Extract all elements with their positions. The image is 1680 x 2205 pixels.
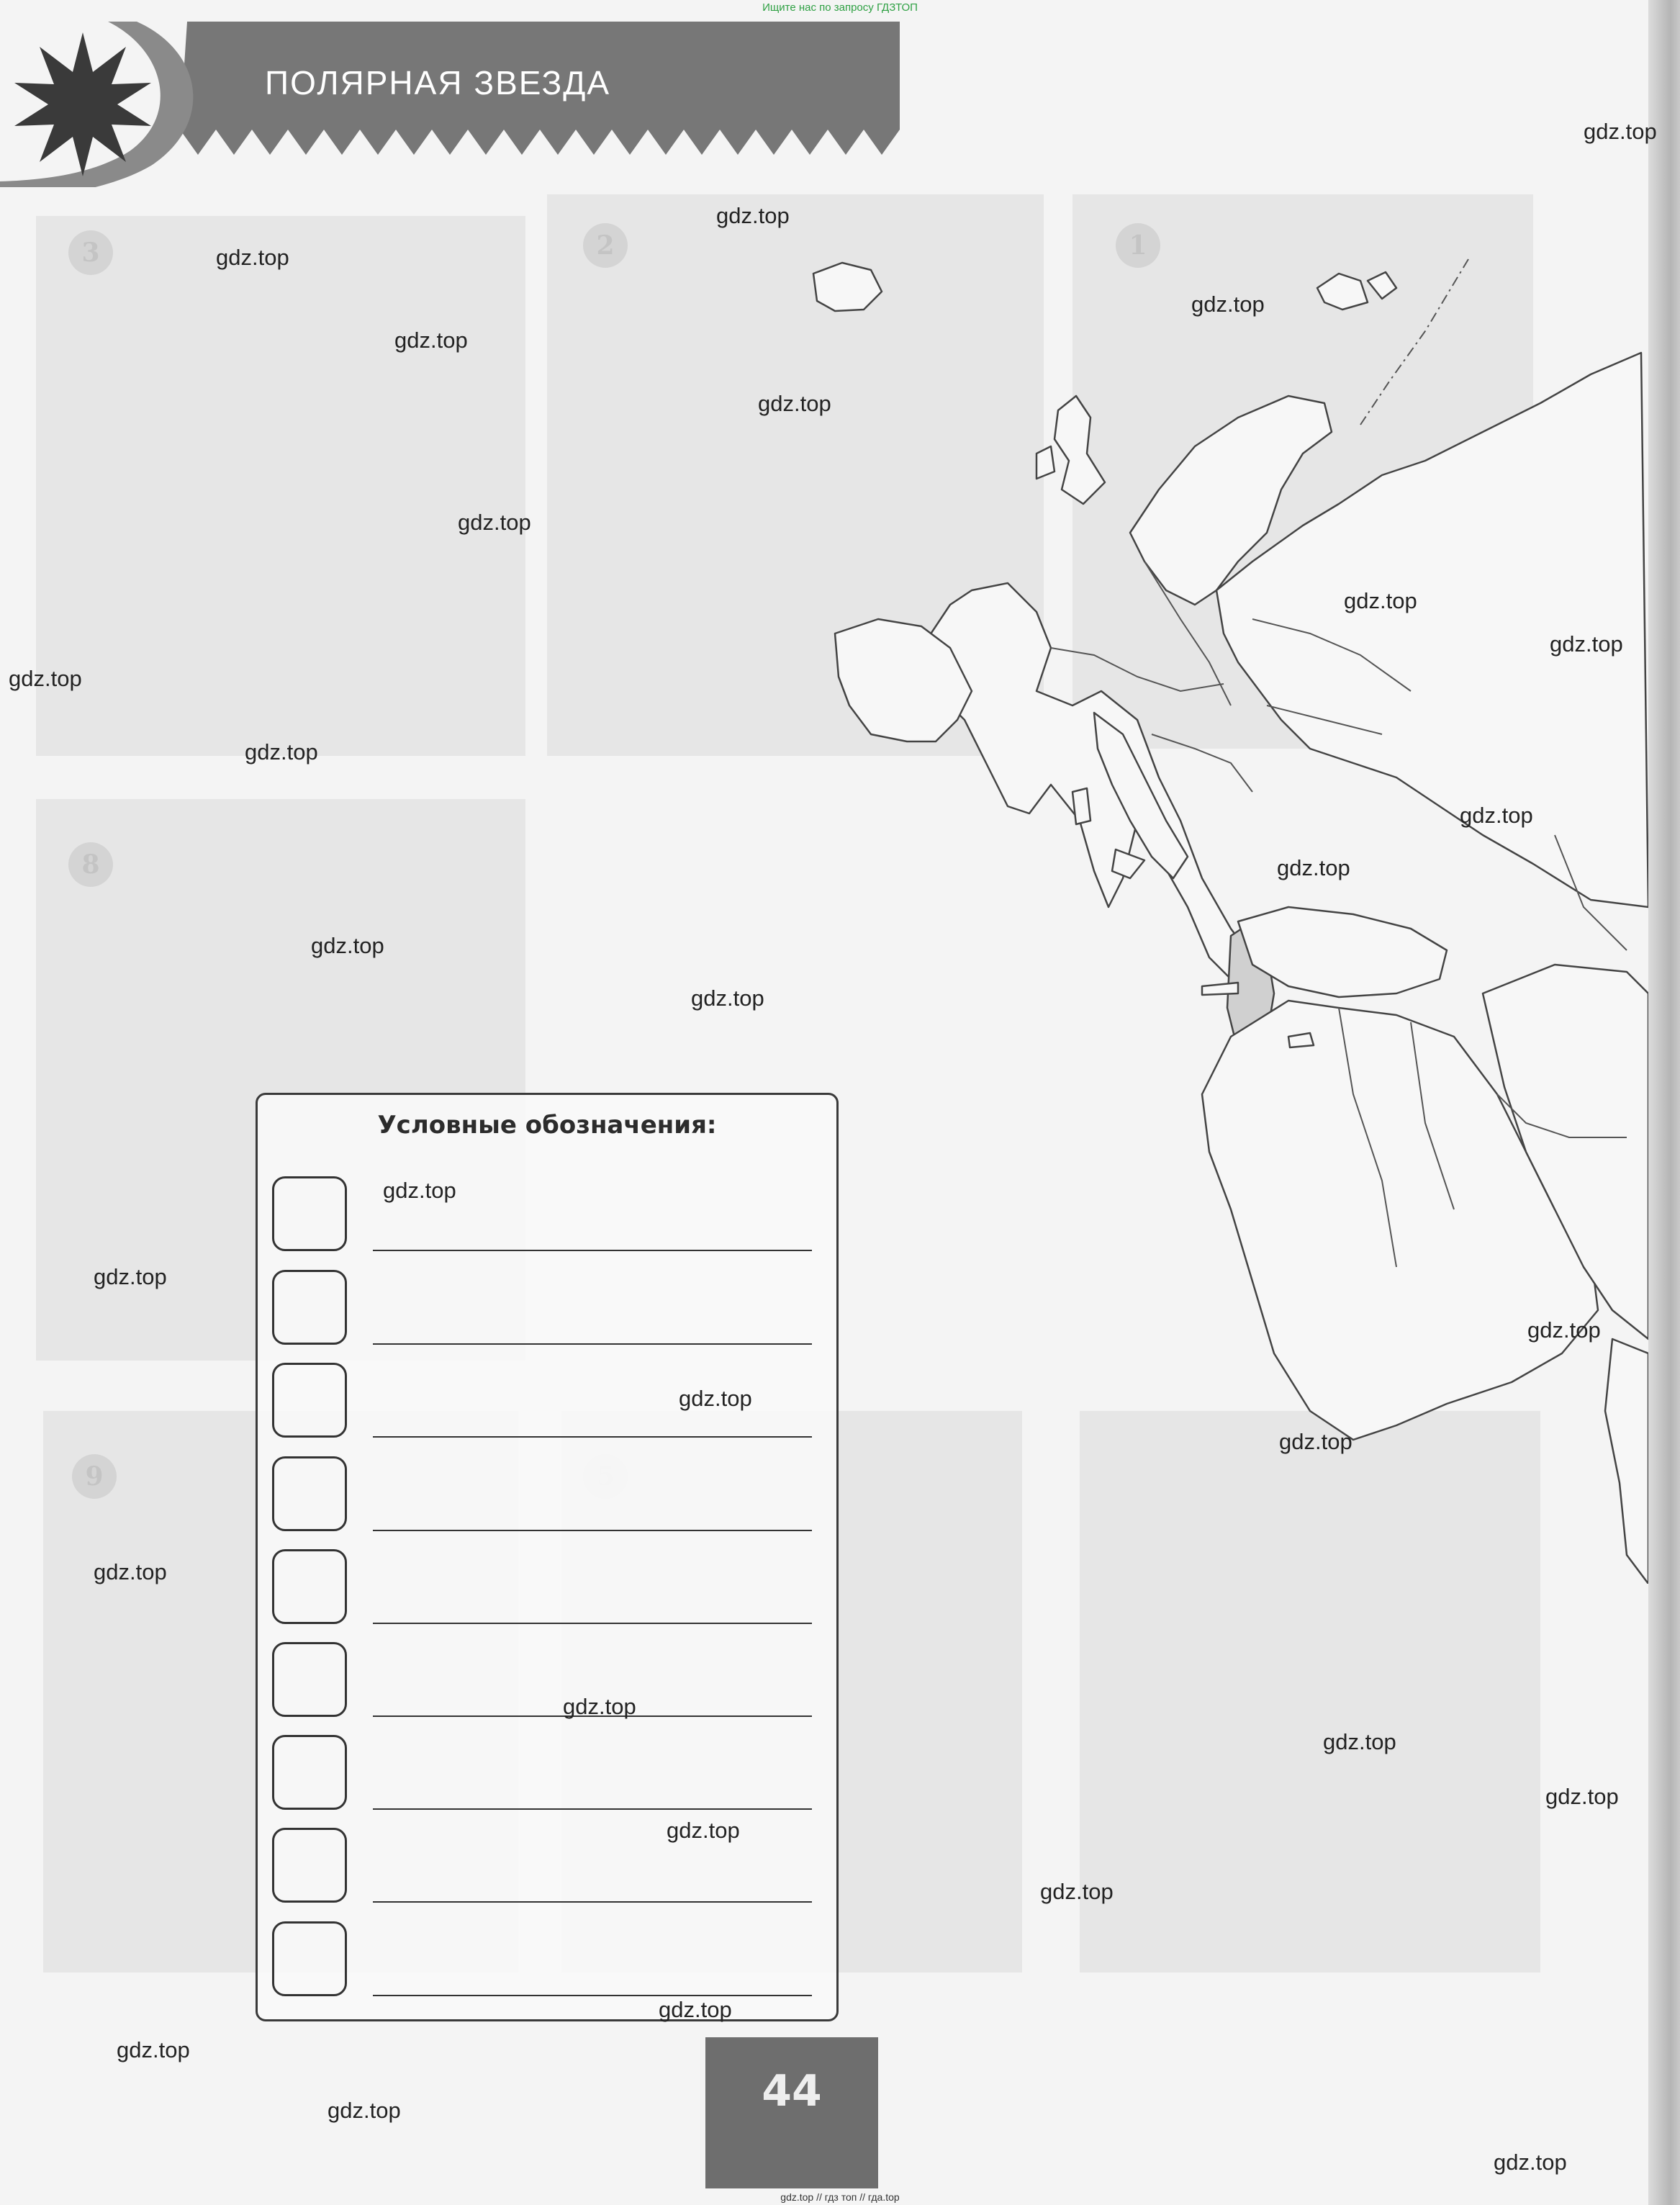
watermark: gdz.top: [1344, 588, 1417, 613]
watermark: gdz.top: [216, 245, 289, 270]
legend-title: Условные обозначения:: [377, 1111, 717, 1140]
watermark: gdz.top: [383, 1178, 456, 1203]
legend-symbol-box[interactable]: [272, 1363, 347, 1438]
watermark: gdz.top: [245, 739, 318, 765]
legend-answer-line[interactable]: [373, 1808, 812, 1810]
watermark: gdz.top: [563, 1694, 636, 1719]
watermark: gdz.top: [758, 391, 831, 416]
background-number: 8: [68, 842, 113, 887]
legend-row: [272, 1642, 819, 1723]
legend-symbol-box[interactable]: [272, 1270, 347, 1345]
top-note: Ищите нас по запросу ГДЗТОП: [762, 1, 918, 14]
watermark: gdz.top: [1279, 1429, 1352, 1454]
legend-answer-line[interactable]: [373, 1530, 812, 1531]
watermark: gdz.top: [667, 1818, 740, 1843]
watermark: gdz.top: [1191, 292, 1265, 317]
map-island: [1054, 396, 1105, 504]
legend-panel: [256, 1093, 839, 2021]
header-title: ПОЛЯРНАЯ ЗВЕЗДА: [265, 64, 611, 102]
watermark: gdz.top: [659, 1997, 732, 2022]
watermark: gdz.top: [9, 666, 82, 691]
page-number: 44: [762, 2066, 822, 2116]
legend-answer-line[interactable]: [373, 1250, 812, 1251]
legend-row: [272, 1735, 819, 1816]
watermark: gdz.top: [716, 203, 790, 228]
book-spine: [1648, 0, 1680, 2205]
watermark: gdz.top: [1040, 1879, 1114, 1904]
legend-symbol-box[interactable]: [272, 1456, 347, 1531]
watermark: gdz.top: [1323, 1729, 1396, 1754]
legend-row: [272, 1921, 819, 2002]
watermark: gdz.top: [458, 510, 531, 535]
watermark: gdz.top: [117, 2037, 190, 2062]
background-number: 9: [72, 1454, 117, 1499]
legend-row: [272, 1270, 819, 1350]
watermark: gdz.top: [679, 1386, 752, 1411]
watermark: gdz.top: [1584, 119, 1657, 144]
background-number: 3: [68, 230, 113, 275]
bottom-note: gdz.top // гдз топ // гда.top: [780, 2191, 900, 2203]
watermark: gdz.top: [394, 328, 468, 353]
map-island: [813, 263, 882, 311]
watermark: gdz.top: [1550, 631, 1623, 657]
map-island: [1368, 272, 1396, 299]
watermark: gdz.top: [1460, 803, 1533, 828]
legend-answer-line[interactable]: [373, 1436, 812, 1438]
map-island: [1317, 274, 1368, 310]
watermark: gdz.top: [328, 2098, 401, 2123]
legend-row: [272, 1549, 819, 1630]
map-island: [1037, 446, 1054, 479]
map-landmass: [921, 583, 1252, 979]
header-band: [0, 22, 907, 187]
legend-symbol-box[interactable]: [272, 1828, 347, 1903]
page-number-box: [705, 2037, 878, 2188]
watermark: gdz.top: [94, 1559, 167, 1584]
legend-row: [272, 1456, 819, 1537]
legend-answer-line[interactable]: [373, 1995, 812, 1996]
map-island: [1072, 788, 1090, 824]
watermark: gdz.top: [1545, 1784, 1619, 1809]
watermark: gdz.top: [311, 933, 384, 958]
watermark: gdz.top: [1277, 855, 1350, 880]
legend-answer-line[interactable]: [373, 1623, 812, 1624]
legend-symbol-box[interactable]: [272, 1921, 347, 1996]
map-island: [1288, 1033, 1314, 1047]
watermark: gdz.top: [1494, 2150, 1567, 2175]
legend-symbol-box[interactable]: [272, 1176, 347, 1251]
watermark: gdz.top: [1527, 1317, 1601, 1343]
legend-symbol-box[interactable]: [272, 1642, 347, 1717]
watermark: gdz.top: [94, 1264, 167, 1289]
legend-symbol-box[interactable]: [272, 1549, 347, 1624]
legend-row: [272, 1176, 819, 1257]
map-island: [1202, 983, 1238, 995]
map-landmass: [1605, 1339, 1648, 1584]
legend-answer-line[interactable]: [373, 1343, 812, 1345]
legend-answer-line[interactable]: [373, 1901, 812, 1903]
watermark: gdz.top: [691, 986, 764, 1011]
legend-symbol-box[interactable]: [272, 1735, 347, 1810]
background-number: 1: [1116, 223, 1160, 268]
background-number: 2: [583, 223, 628, 268]
map-island: [1112, 849, 1144, 878]
